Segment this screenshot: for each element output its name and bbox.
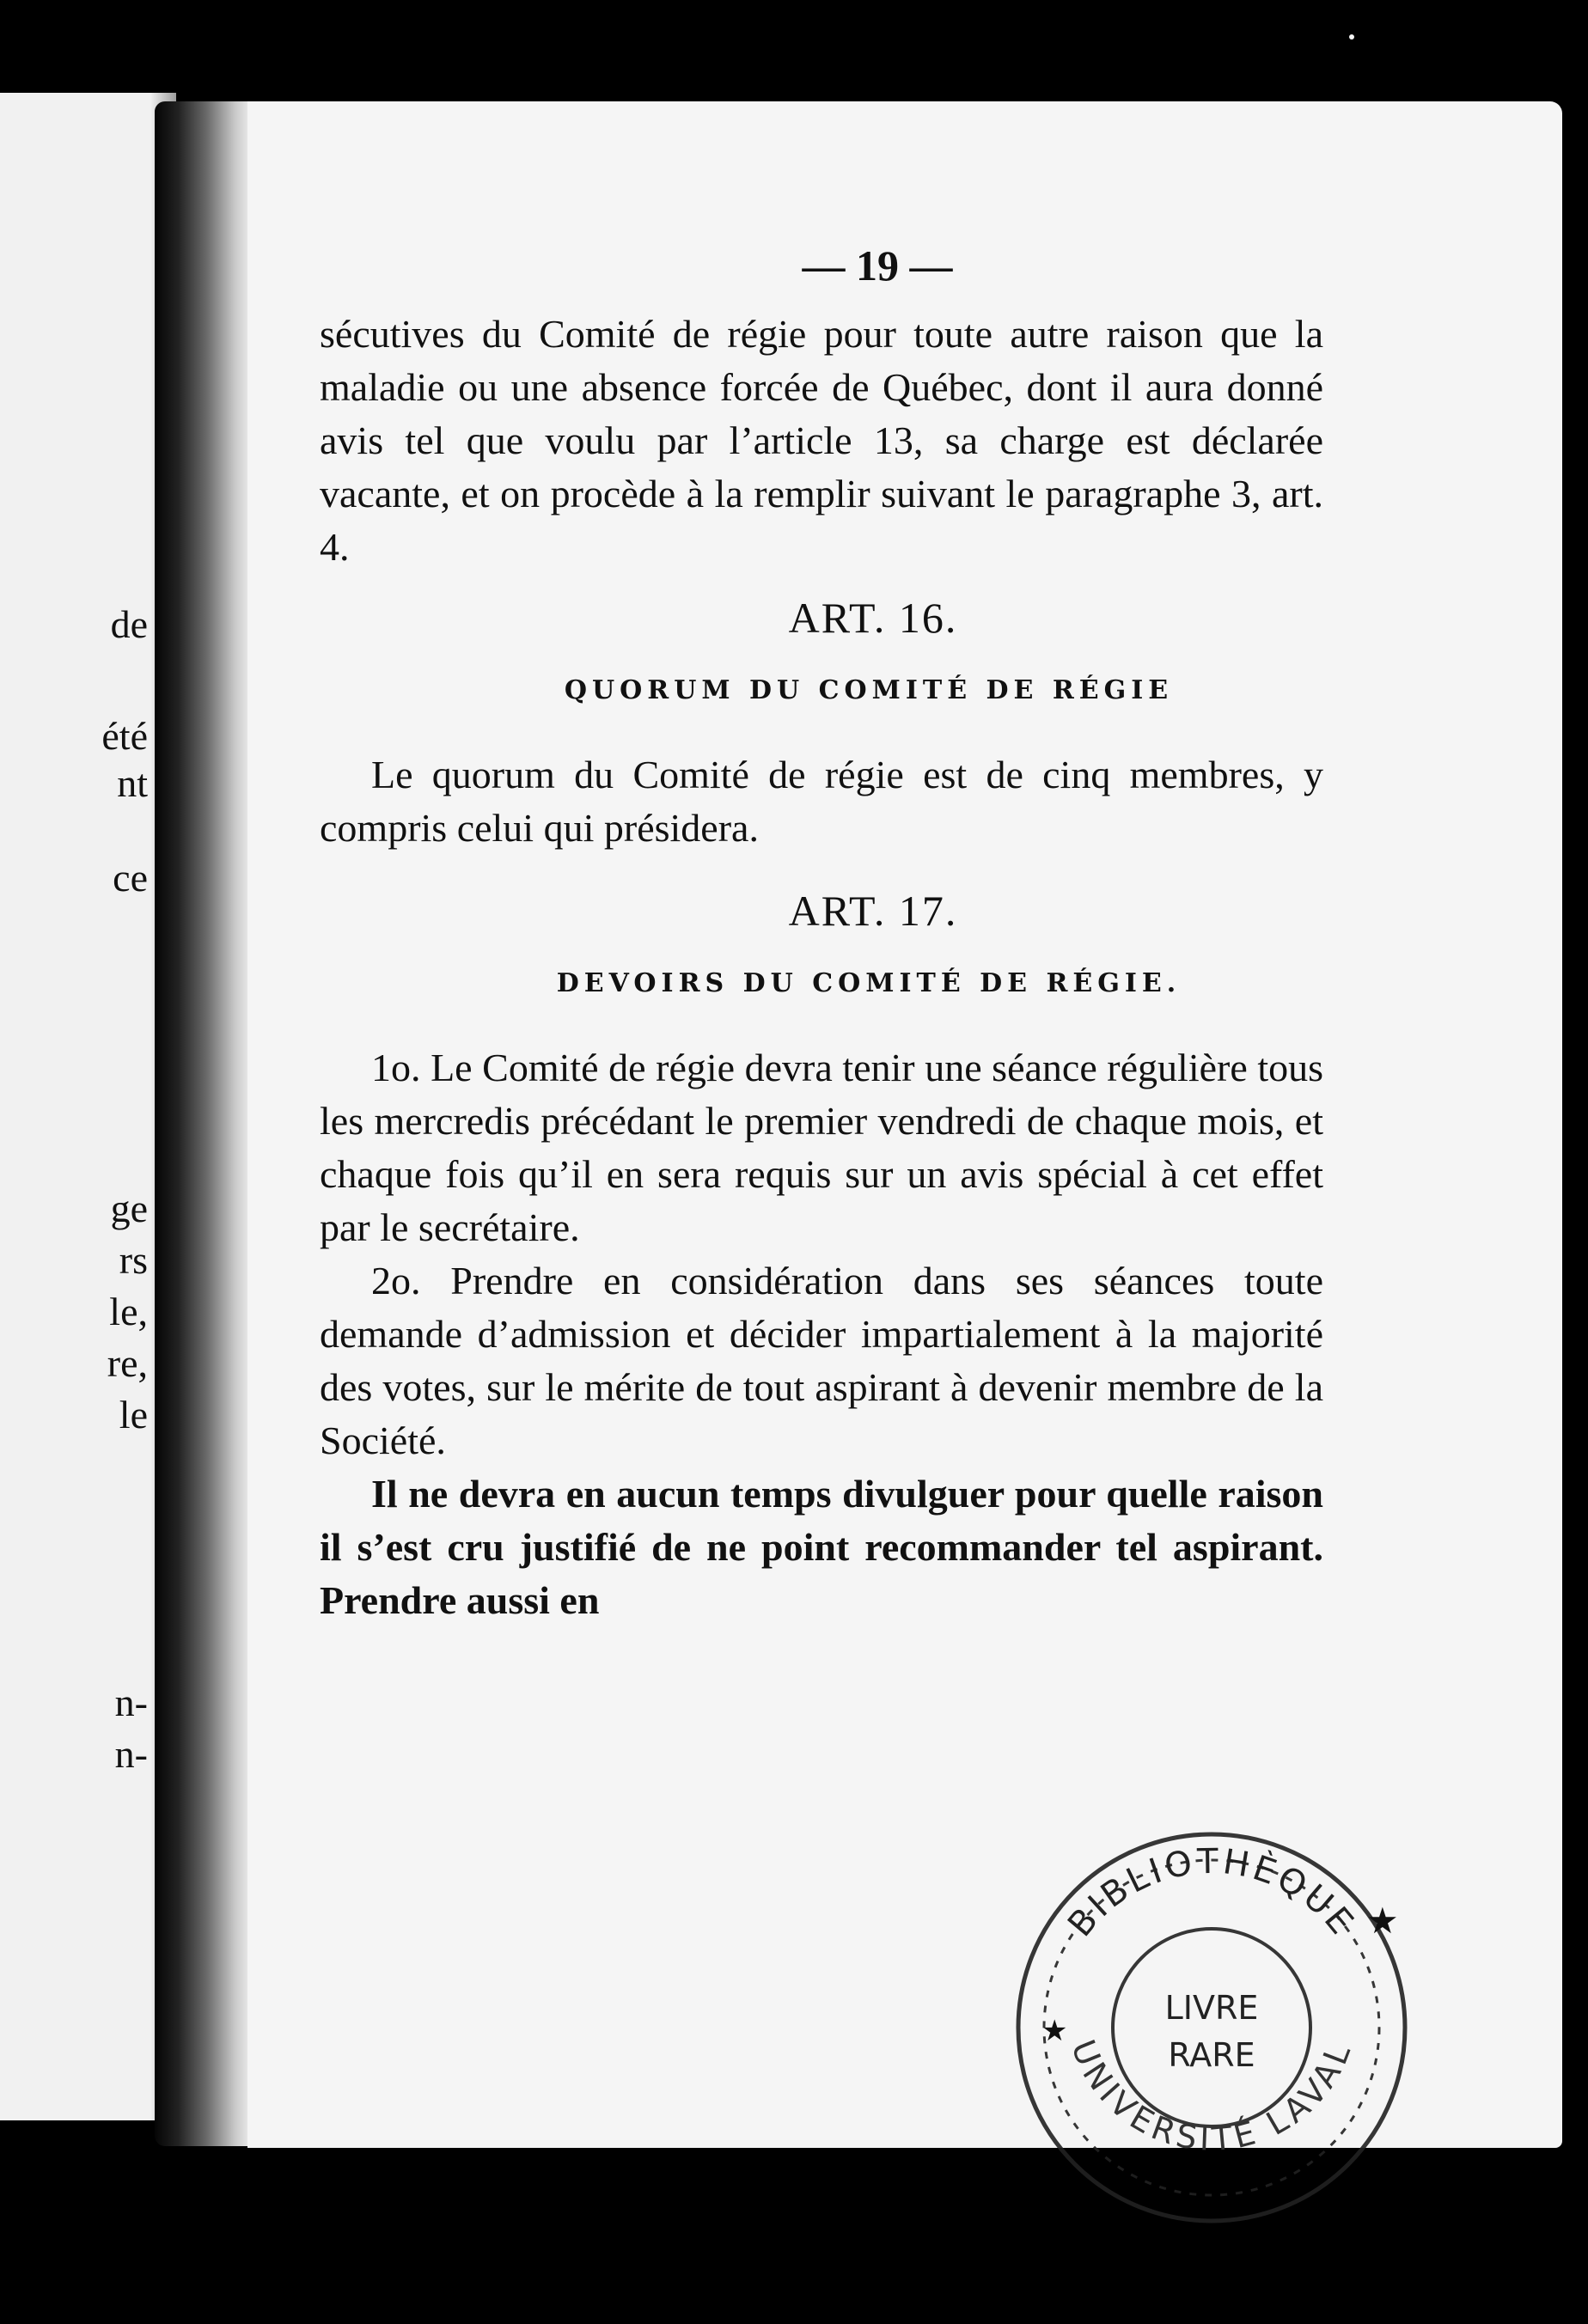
left-page-fragment: nt (117, 761, 148, 805)
left-page-fragment: été (101, 714, 148, 758)
article-16-text: Le quorum du Comité de régie est de cinq membres, y compris celui qui présidera. (320, 753, 1323, 850)
article-17-subheading: DEVOIRS DU COMITÉ DE RÉGIE. (556, 968, 1182, 998)
page-content (320, 241, 1323, 1627)
left-page-fragment: le, (109, 1290, 148, 1333)
book-gutter (155, 101, 249, 2146)
left-page-fragment: de (110, 602, 148, 646)
article-17-para-1: 1o. Le Comité de régie devra tenir une séance régulière tous les mercredis précédant le premier vendredi de chaque mois, et chaque fois qu’il en sera requis sur un avis spécial à cet effet par le secrétaire. (320, 1046, 1323, 1249)
article-17-para-3: Il ne devra en aucun temps divulguer pour quelle raison il s’est cru justifié de ne point recommander tel aspirant. Prendre aussi en (320, 1472, 1323, 1622)
article-16-subheading: QUORUM DU COMITÉ DE RÉGIE (564, 675, 1174, 705)
stamp-center-line-1: LIVRE (1164, 1989, 1259, 2027)
article-16-heading: ART. 16. (788, 594, 958, 642)
left-page-fragment: ce (113, 856, 148, 900)
left-page (0, 93, 176, 2120)
left-page-fragment: le (119, 1393, 148, 1436)
stamp-center-line-2: RARE (1168, 2036, 1255, 2074)
scan-top-border (0, 0, 1588, 93)
article-17-para-2: 2o. Prendre en considération dans ses séances toute demande d’admission et décider impartialement à la majorité des votes, sur le mérite de tout aspirant à devenir membre de la Société. (320, 1259, 1323, 1462)
star-icon: ★ (1366, 1900, 1399, 1942)
stamp-top-text: BIBLIOTHÈQUE (1060, 1841, 1363, 1945)
left-page-fragment: rs (119, 1238, 148, 1282)
scan-speck (1349, 34, 1354, 40)
left-page-fragment: ge (110, 1186, 148, 1230)
left-page-fragment: n- (114, 1680, 148, 1724)
left-page-fragment: re, (107, 1341, 148, 1385)
stamp-inner-ring (1113, 1929, 1310, 2126)
left-page-fragment: n- (114, 1732, 148, 1776)
article-17-heading: ART. 17. (788, 887, 958, 935)
continued-paragraph: sécutives du Comité de régie pour toute autre raison que la maladie ou une absence forcée de Québec, dont il aura donné avis tel que voulu par l’article 13, sa charge est déclarée vacante, et on procède à la remplir suivant le paragraphe 3, art. 4. (320, 312, 1323, 569)
library-stamp (997, 1821, 1426, 2234)
star-icon: ★ (1041, 2014, 1068, 2048)
stamp-outer-ring (1018, 1834, 1405, 2221)
stamp-bottom-text: UNIVERSITÉ LAVAL (1064, 2034, 1359, 2159)
page-number: — 19 — (802, 241, 953, 290)
